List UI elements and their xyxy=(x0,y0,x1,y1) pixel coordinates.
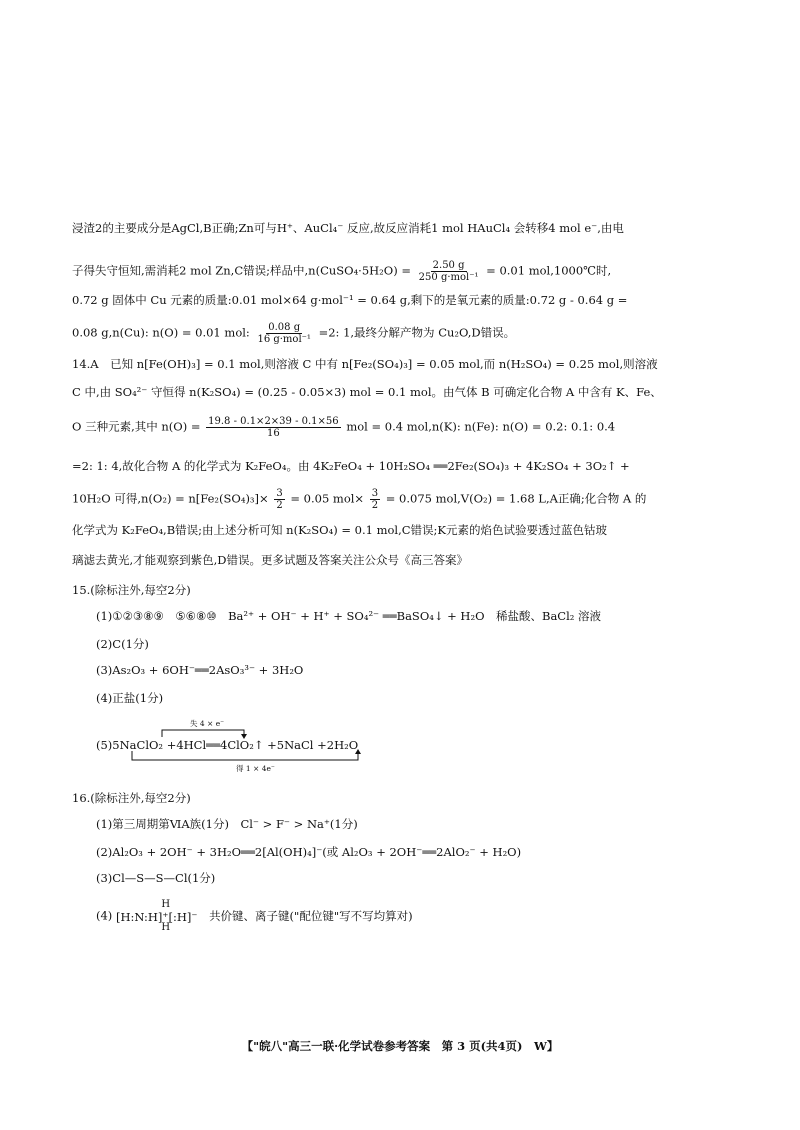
q16-heading: 16.(除标注外,每空2分) xyxy=(72,791,191,805)
q14-line-5-text-c: = 0.075 mol,V(O₂) = 1.68 L,A正确;化合物 A 的 xyxy=(385,491,647,506)
q16-answer-1: (1)第三周期第ⅥA族(1分) Cl⁻ > F⁻ > Na⁺(1分) xyxy=(96,817,358,831)
q14-line-6: 化学式为 K₂FeO₄,B错误;由上述分析可知 n(K₂SO₄) = 0.1 mol,C错误;K元素的焰色试验要透过蓝色钴玻 xyxy=(72,523,607,537)
q13-line-4-text-a: 0.08 g,n(Cu): n(O) = 0.01 mol: xyxy=(72,325,250,340)
fraction-three-halves xyxy=(370,488,380,511)
fraction-numerator: 3 xyxy=(371,488,379,499)
q15-answer-5: (5)5NaClO₂ +4HCl══4ClO₂↑ +5NaCl +2H₂O xyxy=(96,738,359,752)
fraction-o-moles xyxy=(206,416,341,439)
q16-answer-4-text: 共价键、离子键("配位键"写不写均算对) xyxy=(209,908,413,923)
q15-answer-2: (2)C(1分) xyxy=(96,637,149,651)
q13-line-4-text-b: =2: 1,最终分解产物为 Cu₂O,D错误。 xyxy=(318,325,516,340)
q13-line-2-text-b: = 0.01 mol,1000℃时, xyxy=(486,263,612,278)
electron-loss-bracket xyxy=(162,730,244,737)
q16-answer-4-prefix: (4) xyxy=(96,908,113,923)
q14-line-3 xyxy=(72,416,728,439)
q13-line-2-text-a: 子得失守恒知,需消耗2 mol Zn,C错误;样品中,n(CuSO₄·5H₂O) = xyxy=(72,263,412,278)
q16-answer-2: (2)Al₂O₃ + 2OH⁻ + 3H₂O══2[Al(OH)₄]⁻(或 Al₂O₃ + 2OH⁻══2AlO₂⁻ + H₂O) xyxy=(96,845,522,859)
q13-line-4 xyxy=(72,322,728,345)
electron-gain-bracket xyxy=(132,751,358,760)
fraction-denominator: 2 xyxy=(276,500,283,511)
q15-heading: 15.(除标注外,每空2分) xyxy=(72,583,191,597)
page-footer: 【"皖八"高三一联·化学试卷参考答案 第 3 页(共4页) W】 xyxy=(241,1039,559,1053)
redox-electron-transfer-diagram xyxy=(96,718,516,776)
q15-answer-1: (1)①②③⑧⑨ ⑤⑥⑧⑩ Ba²⁺ + OH⁻ + H⁺ + SO₄²⁻ ══BaSO₄↓ + H₂O 稀盐酸、BaCl₂ 溶液 xyxy=(96,609,602,623)
fraction-denominator: 16 xyxy=(267,428,280,439)
q14-line-1: 14.A 已知 n[Fe(OH)₃] = 0.1 mol,则溶液 C 中有 n[Fe₂(SO₄)₃] = 0.05 mol,而 n(H₂SO₄) = 0.25 mol,则溶液 xyxy=(72,357,658,371)
fraction-numerator: 3 xyxy=(276,488,283,499)
q14-line-5 xyxy=(72,488,728,511)
q13-line-1: 浸渣2的主要成分是AgCl,B正确;Zn可与H⁺、AuCl₄⁻ 反应,故反应消耗1 mol HAuCl₄ 会转移4 mol e⁻,由电 xyxy=(72,221,624,235)
q14-line-4: =2: 1: 4,故化合物 A 的化学式为 K₂FeO₄。由 4K₂FeO₄ + 10H₂SO₄ ══2Fe₂(SO₄)₃ + 4K₂SO₄ + 3O₂↑ + xyxy=(72,459,630,473)
q14-line-3-text-b: mol = 0.4 mol,n(K): n(Fe): n(O) = 0.2: 0.1: 0.4 xyxy=(346,419,616,434)
fraction-numerator: 19.8 - 0.1×2×39 - 0.1×56 xyxy=(208,416,339,427)
hydrogen-top: H xyxy=(161,899,171,910)
q14-line-7: 璃滤去黄光,才能观察到紫色,D错误。更多试题及答案关注公众号《高三答案》 xyxy=(72,553,469,567)
q16-answer-4 xyxy=(96,900,413,933)
fraction-cuso4-moles xyxy=(417,260,481,283)
fraction-numerator: 2.50 g xyxy=(432,260,465,271)
fraction-numerator: 0.08 g xyxy=(268,322,301,333)
q14-line-5-text-a: 10H₂O 可得,n(O₂) = n[Fe₂(SO₄)₃]× xyxy=(72,491,269,506)
q15-answer-3: (3)As₂O₃ + 6OH⁻══2AsO₃³⁻ + 3H₂O xyxy=(96,663,304,677)
q14-line-2: C 中,由 SO₄²⁻ 守恒得 n(K₂SO₄) = (0.25 - 0.05×3) mol = 0.1 mol。由气体 B 可确定化合物 A 中含有 K、Fe、 xyxy=(72,385,662,399)
fraction-denominator: 16 g·mol⁻¹ xyxy=(257,334,311,345)
q14-line-3-text-a: O 三种元素,其中 n(O) = xyxy=(72,419,201,434)
electron-gain-label: 得 1 × 4e⁻ xyxy=(236,764,275,773)
fraction-oxygen-moles xyxy=(255,322,312,345)
q13-line-2 xyxy=(72,260,728,283)
q16-answer-3: (3)Cl—S—S—Cl(1分) xyxy=(96,871,216,885)
fraction-three-halves xyxy=(274,488,284,511)
q13-line-3: 0.72 g 固体中 Cu 元素的质量:0.01 mol×64 g·mol⁻¹ = 0.64 g,剩下的是氧元素的质量:0.72 g - 0.64 g = xyxy=(72,293,628,307)
electron-loss-label: 失 4 × e⁻ xyxy=(190,719,225,728)
fraction-denominator: 2 xyxy=(371,500,379,511)
hydrogen-bottom: H xyxy=(161,921,171,933)
nh4h-electron-formula xyxy=(116,900,197,933)
q15-answer-4: (4)正盐(1分) xyxy=(96,691,164,705)
electron-formula-body: [H:N:H]⁺[:H]⁻ xyxy=(115,909,198,924)
q14-line-5-text-b: = 0.05 mol× xyxy=(290,491,365,506)
fraction-denominator: 250 g·mol⁻¹ xyxy=(418,272,479,283)
